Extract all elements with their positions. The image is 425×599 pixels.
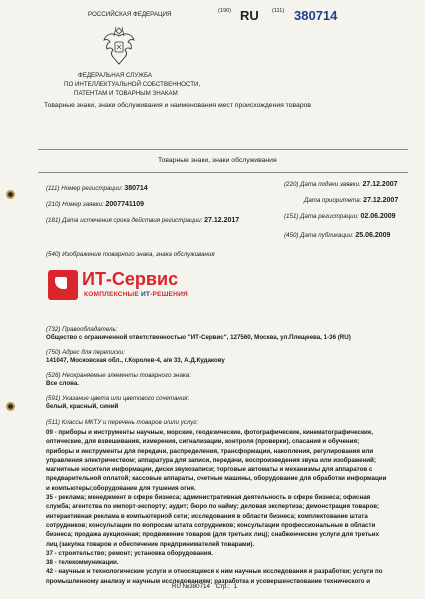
country-code: RU xyxy=(240,8,259,23)
classes-line: интерактивная реклама в компьютерной сети; исследования в области бизнеса; комплектование штата xyxy=(46,512,368,520)
classes-line: бизнеса; продажа аукционная; продвижение товаров (для третьих лиц); снабженческие услуги для третьих xyxy=(46,531,380,539)
field-450-value: 25.06.2009 xyxy=(355,232,391,239)
classes-list xyxy=(46,428,416,586)
field-450-label: (450) Дата публикации: xyxy=(284,232,354,239)
section-title: Товарные знаки, знаки обслуживания xyxy=(158,157,277,164)
field-151-value: 02.06.2009 xyxy=(360,213,396,220)
footer xyxy=(172,583,237,590)
field-151-label: (151) Дата регистрации: xyxy=(284,213,359,220)
correspondence-label: (750) Адрес для переписки: xyxy=(46,349,126,356)
field-151 xyxy=(284,213,396,220)
field-210-value: 2007741109 xyxy=(105,201,145,208)
binder-hole-icon xyxy=(6,402,15,411)
country-name: РОССИЙСКАЯ ФЕДЕРАЦИЯ xyxy=(88,11,172,18)
registration-number-header: 380714 xyxy=(294,8,338,23)
correspondence-value: 141047, Московская обл., г.Королев-4, а/я 33, А.Д.Кудакову xyxy=(46,357,225,364)
classes-line: 37 - строительство; ремонт; установка оборудования. xyxy=(46,549,214,557)
footer-doc-ref: RU №380714 xyxy=(172,583,210,590)
field-220 xyxy=(284,181,398,188)
holder-value: Общество с ограниченной ответственностью "ИТ-Сервис", 127560, Москва, ул.Плещеева, 1-36 (RU) xyxy=(46,334,351,341)
classes-line: предварительной оплатой; кассовые аппараты, счетные машины, оборудование для обработки информации xyxy=(46,475,387,483)
field-111 xyxy=(46,185,148,192)
holder-label: (732) Правообладатель: xyxy=(46,326,118,333)
it-service-logo-icon xyxy=(48,270,78,300)
logo-subtitle-pre: КОМПЛЕКСНЫЕ xyxy=(84,291,141,298)
classes-line: лиц (закупка товаров и обеспечение предпринимателей товарами). xyxy=(46,540,255,548)
logo-subtitle xyxy=(84,291,188,298)
field-181-label: (181) Дата истечения срока действия регистрации: xyxy=(46,217,203,224)
classes-line: управления электричеством; аппаратура для записи, передачи, воспроизведения звука или изображений; xyxy=(46,456,376,464)
classes-line: 09 - приборы и инструменты научные, морские, геодезические, фотографические, кинематографические, xyxy=(46,429,373,436)
unprotected-value: Все слова. xyxy=(46,380,80,387)
code-111: (111) xyxy=(272,8,285,14)
field-540-label: (540) Изображение товарного знака, знака обслуживания xyxy=(46,251,215,258)
field-230-value: 27.12.2007 xyxy=(363,197,399,204)
russian-coat-of-arms-icon xyxy=(102,24,136,68)
header-divider xyxy=(38,149,408,150)
field-230-label: Дата приоритета: xyxy=(304,197,362,204)
field-220-value: 27.12.2007 xyxy=(362,181,398,188)
logo-title: ИТ-Сервис xyxy=(82,269,179,289)
logo-subtitle-post: -РЕШЕНИЯ xyxy=(150,291,188,298)
field-111-label: (111) Номер регистрации: xyxy=(46,185,123,192)
field-450 xyxy=(284,232,390,239)
section-divider xyxy=(38,172,408,173)
field-210-label: (210) Номер заявки: xyxy=(46,201,104,208)
classes-line: оптические, для взвешивания, измерения, сигнализации, контроля (проверки), спасания и обучения; xyxy=(46,438,360,446)
classes-line: промышленному анализу и научным исследованиям; разработка и усовершенствование технического и xyxy=(46,577,371,585)
logo-subtitle-it: ИТ xyxy=(140,291,151,298)
classes-line: 38 - телекоммуникации. xyxy=(46,559,119,567)
footer-page-number: 1 xyxy=(233,583,238,590)
agency-line-1: ФЕДЕРАЛЬНАЯ СЛУЖБА xyxy=(78,72,153,79)
code-190: (190) xyxy=(218,8,232,14)
agency-line-2: ПО ИНТЕЛЛЕКТУАЛЬНОЙ СОБСТВЕННОСТИ, xyxy=(64,81,201,88)
colors-label: (591) Указание цвета или цветового сочетания: xyxy=(46,395,190,402)
agency-line-3: ПАТЕНТАМ И ТОВАРНЫМ ЗНАКАМ xyxy=(74,90,178,97)
classes-label: (511) Классы МКТУ и перечень товаров и/или услуг: xyxy=(46,419,199,426)
field-111-value: 380714 xyxy=(124,185,148,192)
field-210 xyxy=(46,201,144,208)
colors-value: белый, красный, синий xyxy=(46,403,119,410)
classes-line: и компьютеры;оборудование для тушения огня. xyxy=(46,484,196,492)
field-181-value: 27.12.2017 xyxy=(204,217,240,224)
field-220-label: (220) Дата подачи заявки: xyxy=(284,181,361,188)
field-230 xyxy=(304,197,398,204)
classes-line: магнитные носители информации, диски звукозаписи; торговые автоматы и механизмы для аппаратов с xyxy=(46,466,373,474)
classes-line: приборы и инструменты для передачи, распределения, трансформации, накопления, регулирования или xyxy=(46,447,374,455)
unprotected-label: (526) Неохраняемые элементы товарного знака: xyxy=(46,372,191,379)
classes-line: служба; агентства по импорт-экспорту; аудит; бюро по найму; деловая экспертиза; демонстрация товаров; xyxy=(46,503,380,511)
field-181 xyxy=(46,217,239,224)
footer-page-label: Стр.: xyxy=(215,583,230,590)
binder-hole-icon xyxy=(6,190,15,199)
classes-line: 42 - научные и технологические услуги и относящиеся к ним научные исследования и разработки; услуги по xyxy=(46,568,383,576)
document-title: Товарные знаки, знаки обслуживания и наименования мест происхождения товаров xyxy=(44,102,311,109)
classes-line: сотрудников; консультации по вопросам штата сотрудников; консультации профессиональные в области xyxy=(46,521,376,529)
classes-line: 35 - реклама; менеджмент в сфере бизнеса; административная деятельность в сфере бизнеса; офисная xyxy=(46,494,371,502)
